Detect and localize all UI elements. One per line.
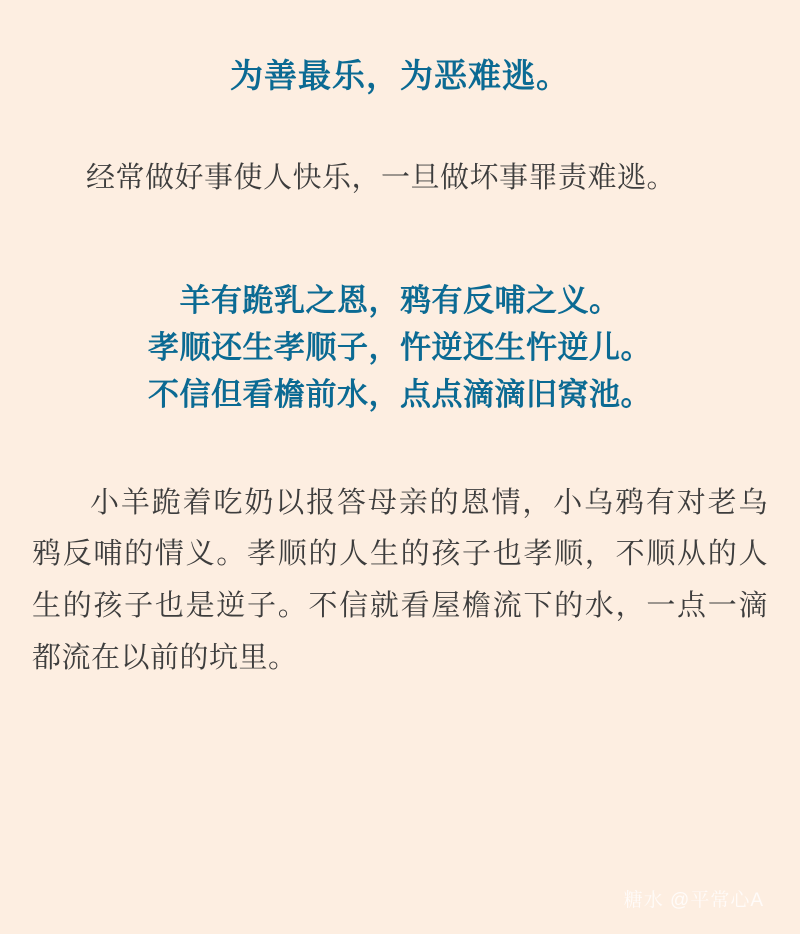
- verse-line-1: 羊有跪乳之恩，鸦有反哺之义。: [179, 282, 621, 318]
- explanation-paragraph-2: 小羊跪着吃奶以报答母亲的恩情，小乌鸦有对老乌鸦反哺的情义。孝顺的人生的孩子也孝顺，不顺从的人生的孩子也是逆子。不信就看屋檐流下的水，一点一滴都流在以前的坑里。: [32, 486, 768, 674]
- verse-line-2: 孝顺还生孝顺子，忤逆还生忤逆儿。: [148, 329, 652, 365]
- explanation-paragraph-1: 经常做好事使人快乐，一旦做坏事罪责难逃。: [86, 161, 677, 194]
- verse-line-3: 不信但看檐前水，点点滴滴旧窝池。: [148, 376, 652, 412]
- watermark: 糖水 @平常心A: [623, 890, 764, 911]
- page-title: 为善最乐，为恶难逃。: [230, 57, 570, 94]
- verse-block: [28, 205, 772, 418]
